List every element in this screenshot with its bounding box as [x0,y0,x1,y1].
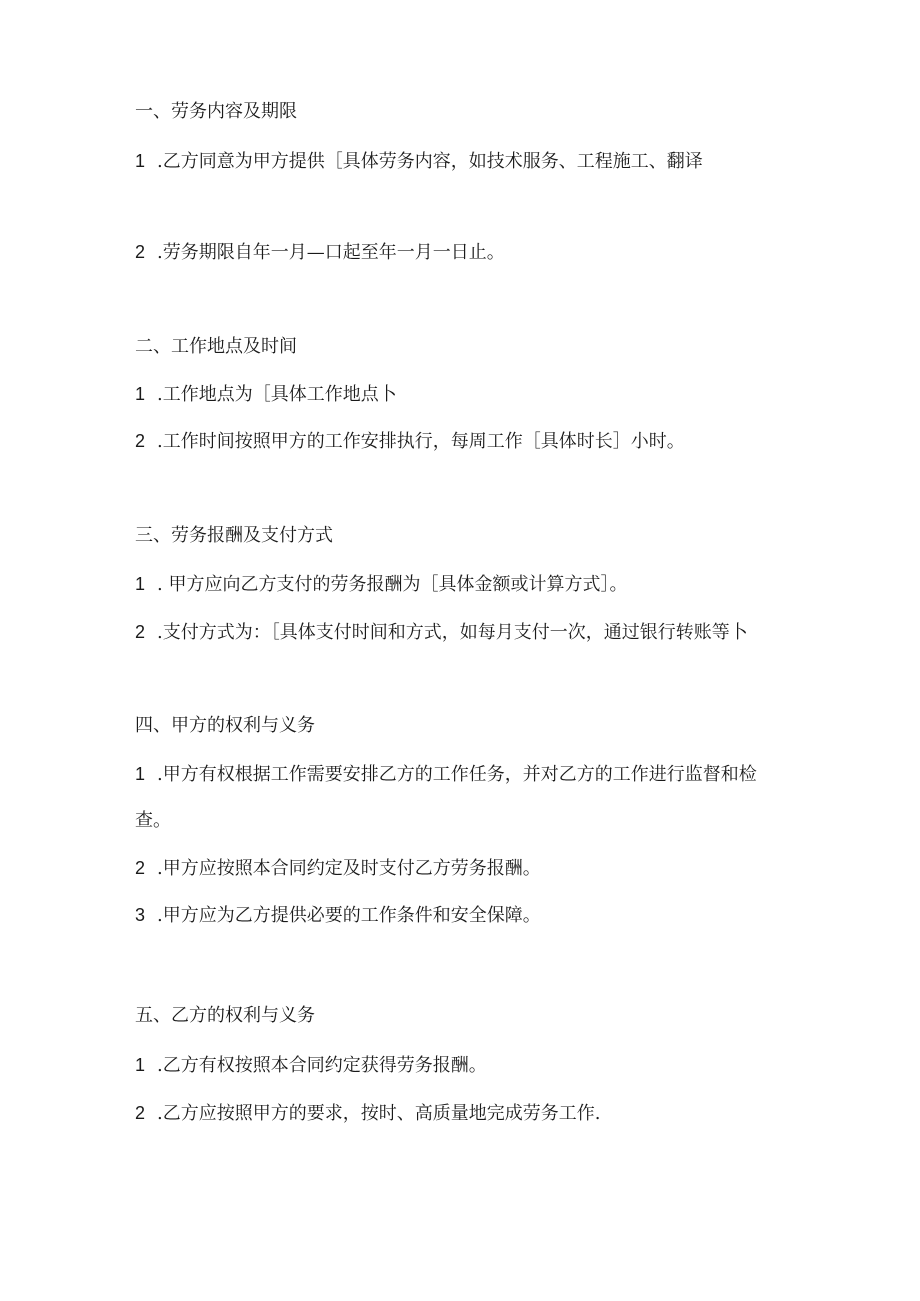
clause-text: .乙方应按照甲方的要求，按时、高质量地完成劳务工作. [157,1103,601,1124]
section-heading: 三、劳务报酬及支付方式 [135,525,333,546]
clause-item [135,903,541,928]
clause-item [135,1053,487,1078]
clause-item [135,382,397,407]
section-heading: 二、工作地点及时间 [135,336,297,357]
clause-text: .甲方应为乙方提供必要的工作条件和安全保障。 [157,905,541,926]
clause-item [135,572,627,597]
clause-text: .支付方式为：［具体支付时间和方式，如每月支付一次，通过银行转账等卜 [157,622,748,643]
clause-item [135,240,505,265]
clause-text: .工作地点为［具体工作地点卜 [157,384,397,405]
clause-item [135,1101,600,1126]
clause-item [135,149,703,174]
clause-number: 1 [135,764,146,784]
clause-text: .甲方应按照本合同约定及时支付乙方劳务报酬。 [157,858,541,879]
clause-number: 2 [135,1103,146,1123]
clause-number: 1 [135,1055,146,1075]
clause-item [135,762,757,787]
clause-continuation: 查。 [135,810,171,831]
clause-number: 1 [135,574,146,594]
clause-number: 2 [135,431,146,451]
clause-number: 2 [135,622,146,642]
clause-text: .乙方同意为甲方提供［具体劳务内容，如技术服务、工程施工、翻译 [157,151,703,172]
clause-text: . 甲方应向乙方支付的劳务报酬为［具体金额或计算方式］。 [157,574,628,595]
clause-item [135,856,541,881]
clause-text: .乙方有权按照本合同约定获得劳务报酬。 [157,1055,487,1076]
clause-number: 1 [135,384,146,404]
section-heading: 五、乙方的权利与义务 [135,1005,315,1026]
clause-number: 1 [135,151,146,171]
section-heading: 四、甲方的权利与义务 [135,715,315,736]
clause-text: .劳务期限自年一月—口起至年一月一日止。 [157,242,505,263]
clause-text: .工作时间按照甲方的工作安排执行，每周工作［具体时长］小时。 [157,431,685,452]
clause-text: .甲方有权根据工作需要安排乙方的工作任务，并对乙方的工作进行监督和检 [157,764,757,785]
clause-number: 3 [135,905,146,925]
clause-item [135,429,685,454]
clause-number: 2 [135,858,146,878]
section-heading: 一、劳务内容及期限 [135,101,297,122]
clause-number: 2 [135,242,146,262]
clause-item [135,620,748,645]
